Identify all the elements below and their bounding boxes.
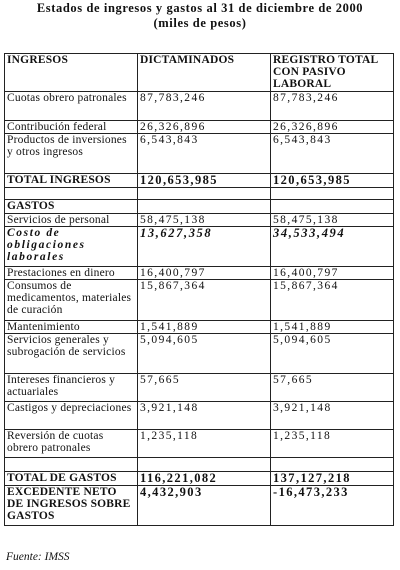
dictaminados-value (138, 188, 271, 200)
table-row (5, 267, 394, 280)
document-subtitle: (miles de pesos) (153, 16, 247, 30)
table-row (5, 280, 394, 321)
table-row (5, 214, 394, 227)
row-label: EXCEDENTE NETO DE INGRESOS SOBRE GASTOS (5, 486, 138, 526)
registro-value: -16,473,233 (271, 486, 394, 526)
row-label: Prestaciones en dinero (5, 267, 138, 280)
registro-value: 87,783,246 (271, 92, 394, 121)
table-row-total (5, 174, 394, 188)
dictaminados-value: 120,653,985 (138, 174, 271, 188)
row-label: Contribución federal (5, 121, 138, 134)
row-label: Castigos y depreciaciones (5, 402, 138, 430)
row-label: TOTAL INGRESOS (5, 174, 138, 188)
table-row-emphasis (5, 227, 394, 267)
table-row-spacer (5, 458, 394, 472)
registro-value: 1,541,889 (271, 321, 394, 334)
registro-value (271, 458, 394, 472)
header-registro-total: REGISTRO TOTAL CON PASIVO LABORAL (271, 54, 394, 92)
dictaminados-value: 87,783,246 (138, 92, 271, 121)
registro-value: 16,400,797 (271, 267, 394, 280)
dictaminados-value: 58,475,138 (138, 214, 271, 227)
row-label: GASTOS (5, 200, 138, 214)
table-row (5, 430, 394, 458)
row-label: Intereses financieros y actuariales (5, 374, 138, 402)
dictaminados-value: 13,627,358 (138, 227, 271, 267)
registro-value: 57,665 (271, 374, 394, 402)
dictaminados-value: 6,543,843 (138, 134, 271, 174)
registro-value: 6,543,843 (271, 134, 394, 174)
dictaminados-value: 26,326,896 (138, 121, 271, 134)
document-title: Estados de ingresos y gastos al 31 de diciembre de 2000 (36, 1, 364, 15)
header-dictaminados: DICTAMINADOS (138, 54, 271, 92)
dictaminados-value: 1,235,118 (138, 430, 271, 458)
row-label: Costo de obligaciones laborales (5, 227, 138, 267)
registro-value: 34,533,494 (271, 227, 394, 267)
registro-value: 1,235,118 (271, 430, 394, 458)
income-expense-table (4, 53, 394, 526)
table-row (5, 134, 394, 174)
row-label: Reversión de cuotas obrero patronales (5, 430, 138, 458)
table-row (5, 121, 394, 134)
registro-value: 120,653,985 (271, 174, 394, 188)
row-label: Servicios generales y subrogación de servicios (5, 334, 138, 374)
table-row (5, 321, 394, 334)
table-row-total (5, 472, 394, 486)
registro-value: 58,475,138 (271, 214, 394, 227)
row-label (5, 188, 138, 200)
registro-value: 3,921,148 (271, 402, 394, 430)
table-row-total (5, 486, 394, 526)
dictaminados-value: 4,432,903 (138, 486, 271, 526)
registro-value: 15,867,364 (271, 280, 394, 321)
table-header-row (5, 54, 394, 92)
row-label: TOTAL DE GASTOS (5, 472, 138, 486)
dictaminados-value (138, 200, 271, 214)
row-label: Consumos de medicamentos, materiales de curación (5, 280, 138, 321)
table-row (5, 374, 394, 402)
dictaminados-value (138, 458, 271, 472)
table-row (5, 334, 394, 374)
dictaminados-value: 15,867,364 (138, 280, 271, 321)
registro-value: 26,326,896 (271, 121, 394, 134)
source-note: Fuente: IMSS (6, 551, 70, 563)
dictaminados-value: 57,665 (138, 374, 271, 402)
registro-value (271, 188, 394, 200)
row-label: Mantenimiento (5, 321, 138, 334)
row-label: Productos de inversiones y otros ingresos (5, 134, 138, 174)
dictaminados-value: 5,094,605 (138, 334, 271, 374)
registro-value (271, 200, 394, 214)
table-row (5, 402, 394, 430)
row-label (5, 458, 138, 472)
table-row-section (5, 200, 394, 214)
header-ingresos: INGRESOS (5, 54, 138, 92)
dictaminados-value: 116,221,082 (138, 472, 271, 486)
row-label: Cuotas obrero patronales (5, 92, 138, 121)
row-label: Servicios de personal (5, 214, 138, 227)
registro-value: 5,094,605 (271, 334, 394, 374)
dictaminados-value: 3,921,148 (138, 402, 271, 430)
dictaminados-value: 16,400,797 (138, 267, 271, 280)
dictaminados-value: 1,541,889 (138, 321, 271, 334)
table-row-spacer (5, 188, 394, 200)
registro-value: 137,127,218 (271, 472, 394, 486)
table-row (5, 92, 394, 121)
